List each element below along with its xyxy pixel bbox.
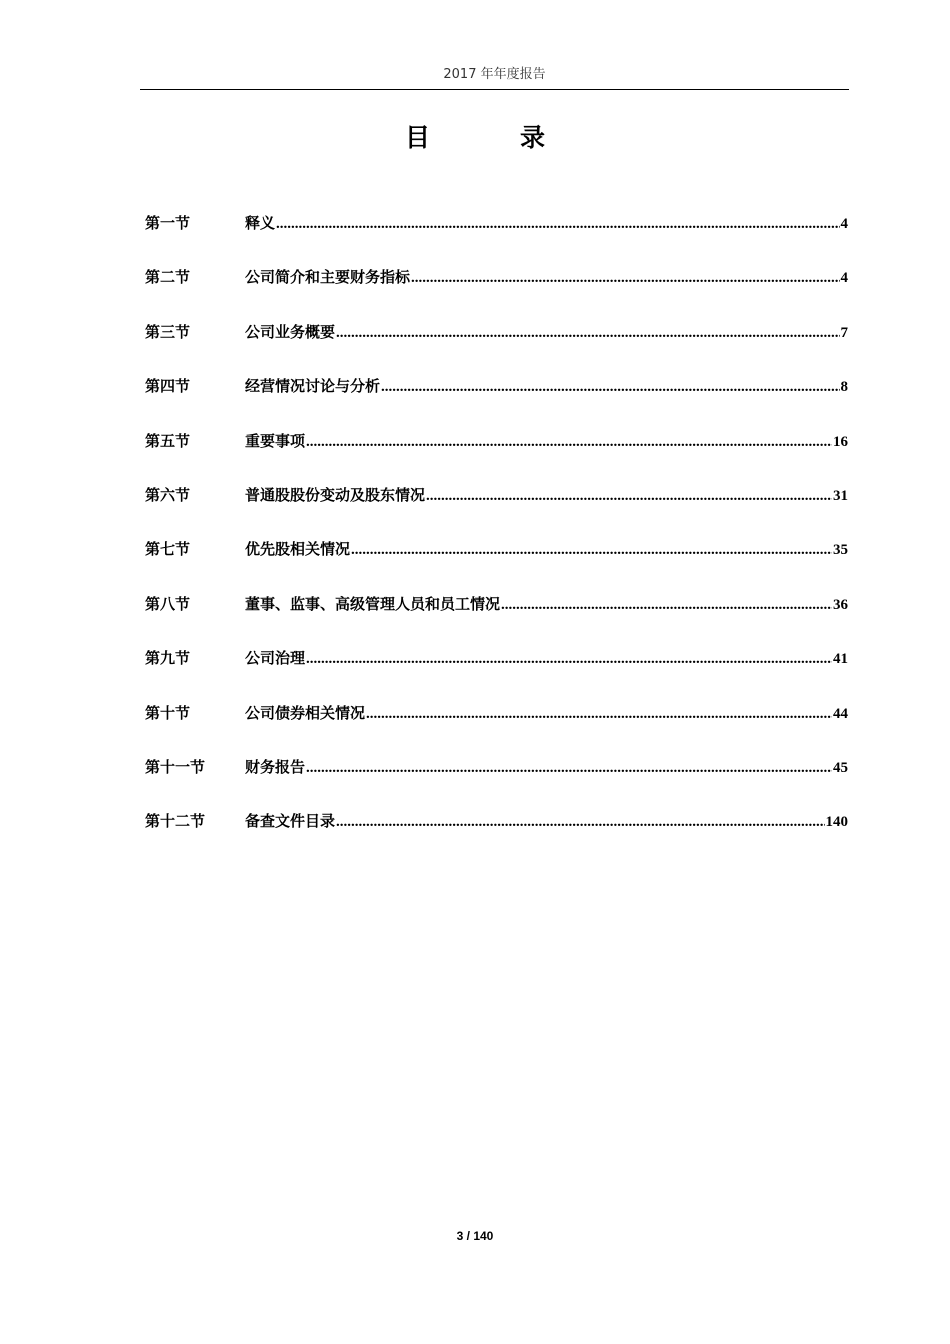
toc-page-number: 41 xyxy=(833,651,848,668)
toc-section-title: 公司简介和主要财务指标 xyxy=(245,268,411,287)
toc-leader-dots xyxy=(336,325,839,342)
toc-page-number: 7 xyxy=(840,324,848,341)
toc-page-number: 35 xyxy=(833,542,848,559)
toc-section-title: 优先股相关情况 xyxy=(245,540,351,559)
toc-page-number: 4 xyxy=(840,270,848,287)
toc-leader-dots xyxy=(411,270,839,287)
toc-leader-dots xyxy=(306,434,832,451)
toc-page-number: 36 xyxy=(833,596,848,613)
toc-section-title: 公司业务概要 xyxy=(245,322,336,341)
toc-title xyxy=(0,118,950,154)
toc-section-title: 重要事项 xyxy=(245,431,306,450)
toc-section-number: 第九节 xyxy=(145,649,191,668)
toc-leader-dots xyxy=(501,597,832,614)
toc-entry[interactable] xyxy=(145,756,848,810)
toc-title-left: 目 xyxy=(404,123,430,152)
toc-leader-dots xyxy=(351,542,832,559)
toc-section-title: 备查文件目录 xyxy=(245,812,336,831)
toc-entry[interactable] xyxy=(145,702,848,756)
toc-page-number: 16 xyxy=(833,433,848,450)
toc-leader-dots xyxy=(306,651,832,668)
toc-leader-dots xyxy=(426,488,832,505)
toc-section-title: 公司债券相关情况 xyxy=(245,703,366,722)
toc-list xyxy=(145,212,848,865)
toc-page-number: 31 xyxy=(833,487,848,504)
toc-section-title: 公司治理 xyxy=(245,649,306,668)
page-indicator: 3 / 140 xyxy=(456,1229,494,1243)
toc-section-number: 第七节 xyxy=(145,540,191,559)
report-title: 2017 年年度报告 xyxy=(443,67,546,82)
toc-entry[interactable] xyxy=(145,212,848,266)
toc-section-title: 董事、监事、高级管理人员和员工情况 xyxy=(245,594,501,613)
toc-section-number: 第三节 xyxy=(145,322,191,341)
toc-section-title: 释义 xyxy=(245,214,276,232)
toc-entry[interactable] xyxy=(145,484,848,538)
toc-section-number: 第一节 xyxy=(145,214,191,232)
toc-entry[interactable] xyxy=(145,321,848,375)
toc-section-number: 第八节 xyxy=(145,594,191,613)
toc-leader-dots xyxy=(366,706,832,723)
toc-page-number: 45 xyxy=(833,759,848,776)
toc-section-number: 第十二节 xyxy=(145,812,206,831)
toc-title-right: 录 xyxy=(520,123,546,152)
page-footer xyxy=(0,1229,950,1243)
toc-entry[interactable] xyxy=(145,538,848,592)
toc-section-title: 经营情况讨论与分析 xyxy=(245,377,381,396)
toc-page-number: 44 xyxy=(833,705,848,722)
toc-section-number: 第五节 xyxy=(145,431,191,450)
toc-section-number: 第六节 xyxy=(145,485,191,504)
toc-section-title: 普通股股份变动及股东情况 xyxy=(245,485,426,504)
toc-entry[interactable] xyxy=(145,430,848,484)
toc-entry[interactable] xyxy=(145,375,848,429)
page-header xyxy=(140,64,849,90)
toc-page-number: 8 xyxy=(840,379,848,396)
toc-section-title: 财务报告 xyxy=(245,757,306,776)
toc-section-number: 第十一节 xyxy=(145,757,206,776)
toc-section-number: 第二节 xyxy=(145,268,191,287)
toc-entry[interactable] xyxy=(145,647,848,701)
toc-leader-dots xyxy=(336,814,824,831)
toc-page-number: 140 xyxy=(825,814,848,831)
toc-entry[interactable] xyxy=(145,810,848,864)
toc-section-number: 第四节 xyxy=(145,377,191,396)
toc-entry[interactable] xyxy=(145,593,848,647)
toc-leader-dots xyxy=(276,216,839,233)
toc-entry[interactable] xyxy=(145,266,848,320)
toc-leader-dots xyxy=(306,760,832,777)
toc-page-number: 4 xyxy=(840,216,848,232)
toc-section-number: 第十节 xyxy=(145,703,191,722)
toc-leader-dots xyxy=(381,379,839,396)
